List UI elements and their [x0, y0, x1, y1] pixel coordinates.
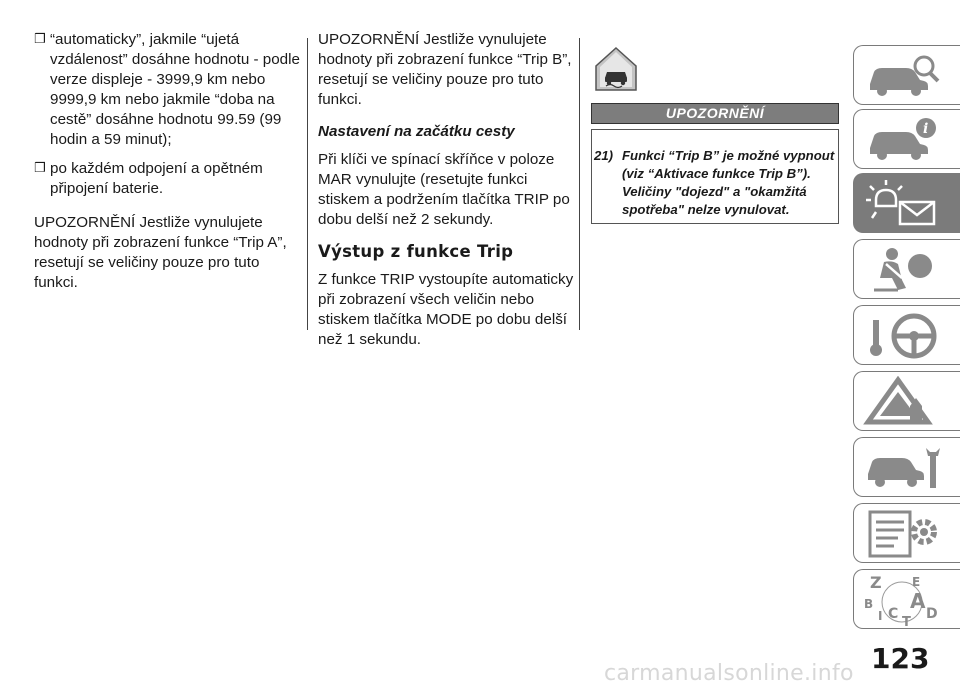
svg-text:I: I: [878, 609, 883, 623]
tab-index[interactable]: [853, 569, 960, 629]
tab-maintenance[interactable]: [853, 437, 960, 497]
hazard-triangle-icon: [862, 376, 950, 428]
column-divider: [307, 38, 308, 330]
warning-number: 21): [594, 148, 614, 163]
svg-text:E: E: [912, 575, 921, 589]
svg-text:Z: Z: [870, 574, 882, 592]
tab-warning-lights[interactable]: [853, 173, 960, 233]
tab-emergency[interactable]: [853, 371, 960, 431]
alphabetical-index-icon: [862, 574, 950, 626]
svg-text:C: C: [888, 606, 899, 622]
checkbox-bullet-icon: ❒: [34, 32, 46, 47]
tab-car-info[interactable]: [853, 109, 960, 169]
slippery-road-warning-icon: [594, 46, 638, 92]
bullet-text: “automaticky”, jakmile “ujetá vzdálenost” dosáhne hodnotu - podle verze displeje - 3999,9 km nebo 9999,9 km nebo jakmile “doba na cestě” dosáhne hodnotu 99.59 (99 hodin a 59 minut);: [50, 31, 300, 148]
svg-text:B: B: [864, 597, 874, 611]
warning-text: Funkci “Trip B” je možné vypnout (viz “Aktivace funkce Trip B”). Veličiny "dojezd" a "okamžitá spotřeba" nelze vynulovat.: [622, 148, 835, 217]
section-subheading: Nastavení na začátku cesty: [318, 123, 515, 140]
seatbelt-airbag-icon: [862, 244, 950, 296]
watermark: carmanualsonline.info: [604, 661, 854, 686]
page-number: 123: [871, 642, 930, 675]
bullet-text: po každém odpojení a opětném připojení baterie.: [50, 160, 263, 197]
car-search-icon: [862, 50, 950, 102]
column-divider: [579, 38, 580, 330]
warning-light-message-icon: [862, 178, 950, 230]
specifications-gear-icon: [862, 508, 950, 560]
car-info-icon: [862, 114, 950, 166]
text-column-left: [34, 30, 304, 303]
key-steering-wheel-icon: [862, 310, 950, 362]
tab-starting-driving[interactable]: [853, 305, 960, 365]
warning-title: UPOZORNĚNÍ: [591, 103, 839, 124]
checkbox-bullet-icon: ❒: [34, 161, 46, 176]
trip-b-note: UPOZORNĚNÍ Jestliže vynulujete hodnoty při zobrazení funkce “Trip B”, resetují se veličiny pouze pro tuto funkci.: [318, 31, 572, 108]
svg-text:T: T: [902, 615, 911, 626]
tab-car-search[interactable]: [853, 45, 960, 105]
bullet-item: [34, 159, 304, 199]
tab-specifications[interactable]: [853, 503, 960, 563]
car-wrench-icon: [862, 442, 950, 494]
reset-instructions: Při klíči ve spínací skříňce v poloze MAR vynulujte (resetujte funkci stiskem a podržením tlačítka TRIP po dobu delší než 2 sekundy.: [318, 151, 570, 228]
exit-instructions: Z funkce TRIP vystoupíte automaticky při zobrazení všech veličin nebo stiskem tlačítka MODE po dobu delší než 1 sekundu.: [318, 271, 574, 348]
warning-note: [594, 147, 838, 219]
tab-safety[interactable]: [853, 239, 960, 299]
bullet-item: [34, 30, 304, 150]
svg-text:A: A: [910, 589, 926, 613]
section-heading: Výstup z funkce Trip: [318, 242, 514, 261]
svg-text:i: i: [923, 121, 929, 137]
svg-text:D: D: [926, 606, 938, 622]
text-column-middle: [318, 30, 576, 360]
trip-a-note: UPOZORNĚNÍ Jestliže vynulujete hodnoty při zobrazení funkce “Trip A”, resetují se veličiny pouze pro tuto funkci.: [34, 214, 287, 291]
